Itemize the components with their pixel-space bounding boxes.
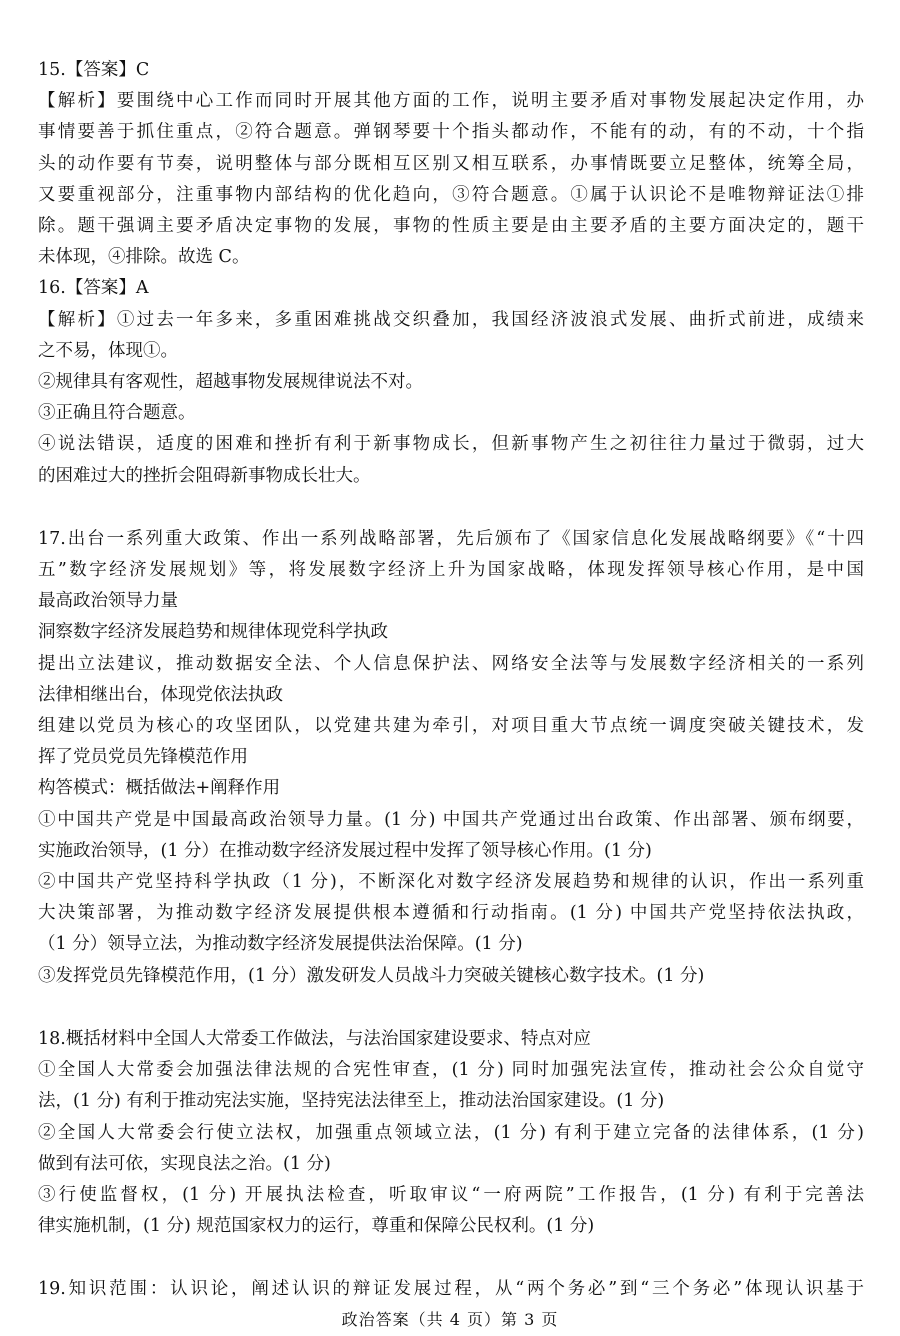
text-line: 19.知识范围：认识论，阐述认识的辩证发展过程，从“两个务必”到“三个务必”体现认识基于 xyxy=(38,1279,864,1300)
text-line: ③正确且符合题意。 xyxy=(38,403,196,424)
page-footer: 政治答案（共 4 页）第 3 页 xyxy=(341,1310,559,1329)
text-line: 事情要善于抓住重点，②符合题意。弹钢琴要十个指头都动作，不能有的动，有的不动，十个指 xyxy=(38,122,864,143)
text-line: ②中国共产党坚持科学执政（1 分)，不断深化对数字经济发展趋势和规律的认识，作出一系列重 xyxy=(38,872,864,893)
text-line: ②规律具有客观性，超越事物发展规律说法不对。 xyxy=(38,372,423,393)
text-line: 法律相继出台，体现党依法执政 xyxy=(38,684,283,705)
answer-section xyxy=(38,1274,864,1305)
text-line: 【解析】①过去一年多来，多重困难挑战交织叠加，我国经济波浪式发展、曲折式前进，成绩来 xyxy=(38,309,864,330)
text-line: 法，(1 分) 有利于推动宪法实施，坚持宪法法律至上，推动法治国家建设。(1 分) xyxy=(38,1091,665,1112)
text-line: 17.出台一系列重大政策、作出一系列战略部署，先后颁布了《国家信息化发展战略纲要》《“十四 xyxy=(38,528,864,549)
text-line: 提出立法建议，推动数据安全法、个人信息保护法、网络安全法等与发展数字经济相关的一系列 xyxy=(38,653,864,674)
text-line: 洞察数字经济发展趋势和规律体现党科学执政 xyxy=(38,622,388,643)
answer-section xyxy=(38,524,864,992)
text-line: 之不易，体现①。 xyxy=(38,340,178,361)
text-line: ①全国人大常委会加强法律法规的合宪性审查，(1 分) 同时加强宪法宣传，推动社会公众自觉守 xyxy=(38,1060,864,1081)
text-line: 头的动作要有节奏，说明整体与部分既相互区别又相互联系，办事情既要立足整体，统筹全局， xyxy=(38,153,864,174)
text-line: 又要重视部分，注重事物内部结构的优化趋向，③符合题意。①属于认识论不是唯物辩证法①排 xyxy=(38,184,864,205)
answer-section xyxy=(38,1024,864,1242)
text-line: 【解析】要围绕中心工作而同时开展其他方面的工作，说明主要矛盾对事物发展起决定作用，办 xyxy=(38,91,864,112)
text-line: 的困难过大的挫折会阻碍新事物成长壮大。 xyxy=(38,465,371,486)
answer-content xyxy=(38,55,864,1306)
text-line: ②全国人大常委会行使立法权，加强重点领域立法，(1 分) 有利于建立完备的法律体系，(1 分) xyxy=(38,1122,864,1143)
text-line: 大决策部署，为推动数字经济发展提供根本遵循和行动指南。(1 分) 中国共产党坚持依法执政， xyxy=(38,903,864,924)
text-line: 挥了党员党员先锋模范作用 xyxy=(38,747,248,768)
text-line: ①中国共产党是中国最高政治领导力量。(1 分) 中国共产党通过出台政策、作出部署、颁布纲要， xyxy=(38,809,864,830)
text-line: 组建以党员为核心的攻坚团队，以党建共建为牵引，对项目重大节点统一调度突破关键技术，发 xyxy=(38,716,864,737)
section-gap xyxy=(38,1242,864,1274)
text-line: 律实施机制，(1 分) 规范国家权力的运行，尊重和保障公民权利。(1 分) xyxy=(38,1216,595,1237)
text-line: 实施政治领导，(1 分）在推动数字经济发展过程中发挥了领导核心作用。(1 分) xyxy=(38,840,652,861)
text-line: 未体现，④排除。故选 C。 xyxy=(38,247,250,268)
text-line: （1 分）领导立法，为推动数字经济发展提供法治保障。(1 分) xyxy=(38,934,523,955)
answer-section xyxy=(38,55,864,492)
text-line: ③行使监督权，(1 分) 开展执法检查，听取审议“一府两院”工作报告，(1 分) 有利于完善法 xyxy=(38,1184,864,1205)
text-line: 16.【答案】A xyxy=(38,278,149,299)
text-line: 五”数字经济发展规划》等，将发展数字经济上升为国家战略，体现发挥领导核心作用，是中国 xyxy=(38,560,864,581)
text-line: ③发挥党员先锋模范作用，(1 分）激发研发人员战斗力突破关键核心数字技术。(1 分) xyxy=(38,965,705,986)
section-gap xyxy=(38,492,864,524)
text-line: 15.【答案】C xyxy=(38,60,150,80)
text-line: 除。题干强调主要矛盾决定事物的发展，事物的性质主要是由主要矛盾的主要方面决定的，题干 xyxy=(38,216,864,237)
text-line: 最高政治领导力量 xyxy=(38,591,178,612)
text-line: 构答模式：概括做法+阐释作用 xyxy=(38,778,281,799)
text-line: ④说法错误，适度的困难和挫折有利于新事物成长，但新事物产生之初往往力量过于微弱，过大 xyxy=(38,434,864,455)
text-line: 做到有法可依，实现良法之治。(1 分) xyxy=(38,1153,331,1174)
section-gap xyxy=(38,992,864,1024)
text-line: 18.概括材料中全国人大常委工作做法，与法治国家建设要求、特点对应 xyxy=(38,1028,591,1049)
